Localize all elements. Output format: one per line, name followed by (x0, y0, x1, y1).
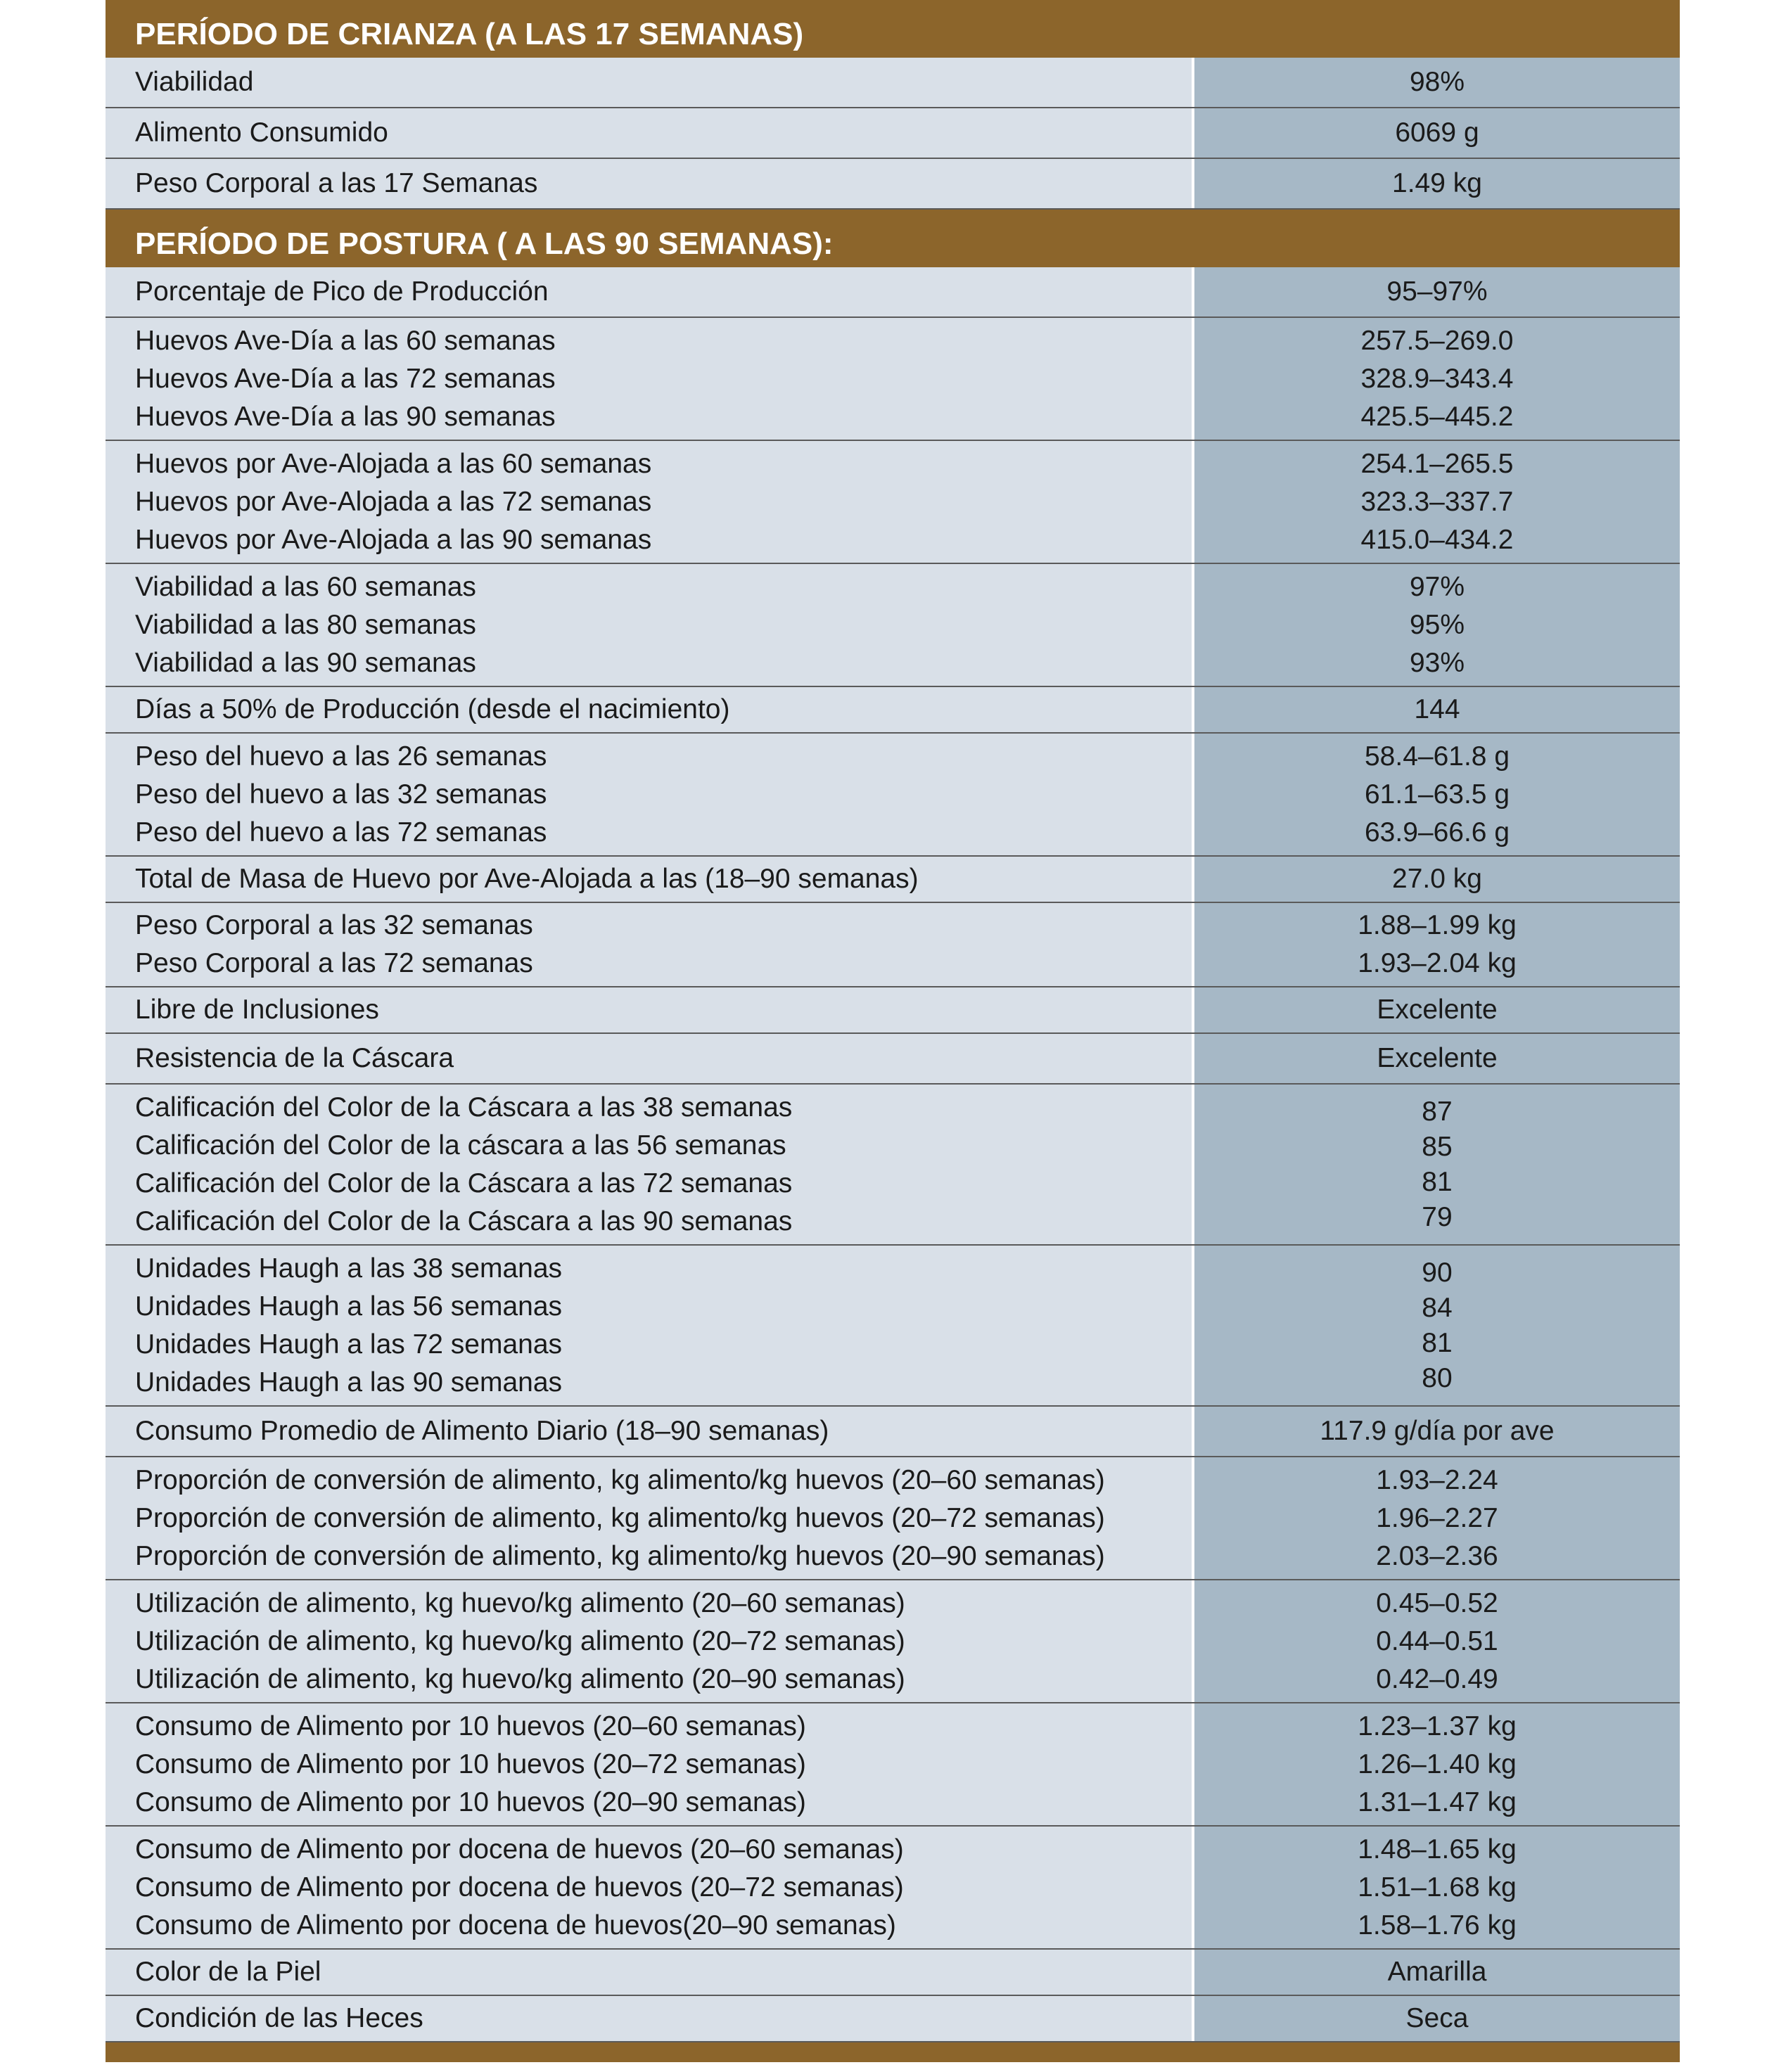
row-label-cell (106, 1246, 1192, 1407)
row-value-cell (1194, 564, 1680, 687)
row-value-cell (1194, 857, 1680, 903)
row-value: 1.93–2.24 (1376, 1464, 1498, 1495)
row-value: 93% (1409, 647, 1465, 678)
row-label: Libre de Inclusiones (135, 995, 379, 1025)
row-label: Huevos por Ave-Alojada a las 72 semanas (135, 486, 652, 517)
row-value: 58.4–61.8 g (1364, 741, 1510, 772)
row-value: 1.48–1.65 kg (1358, 1834, 1517, 1865)
row-label: Consumo de Alimento por docena de huevos (20–72 semanas) (135, 1872, 904, 1902)
row-label: Total de Masa de Huevo por Ave-Alojada a las (18–90 semanas) (135, 864, 919, 894)
row-value: Excelente (1377, 1043, 1498, 1073)
row-value: Amarilla (1387, 1957, 1487, 1987)
row-value-cell (1194, 1703, 1680, 1827)
row-label: Alimento Consumido (135, 117, 388, 148)
row-value: 63.9–66.6 g (1364, 817, 1510, 848)
row-label: Utilización de alimento, kg huevo/kg alimento (20–72 semanas) (135, 1625, 905, 1656)
row-value-cell (1194, 1246, 1680, 1407)
row-value: 425.5–445.2 (1360, 401, 1514, 432)
row-label: Color de la Piel (135, 1957, 321, 1987)
row-label: Calificación del Color de la cáscara a las 56 semanas (135, 1130, 786, 1160)
row-value: 1.51–1.68 kg (1358, 1872, 1517, 1902)
row-label-cell (106, 1703, 1192, 1827)
row-value: 95–97% (1386, 276, 1488, 307)
row-label: Porcentaje de Pico de Producción (135, 276, 549, 307)
row-label: Peso Corporal a las 32 semanas (135, 910, 533, 940)
row-label: Huevos Ave-Día a las 72 semanas (135, 363, 556, 394)
row-value: 87 (1422, 1096, 1453, 1127)
row-label: Proporción de conversión de alimento, kg alimento/kg huevos (20–60 semanas) (135, 1464, 1105, 1495)
row-label: Utilización de alimento, kg huevo/kg alimento (20–60 semanas) (135, 1587, 905, 1618)
row-value: 27.0 kg (1392, 864, 1482, 894)
row-label: Utilización de alimento, kg huevo/kg alimento (20–90 semanas) (135, 1663, 905, 1694)
row-label-cell (106, 267, 1192, 318)
row-value: Excelente (1377, 995, 1498, 1025)
row-label: Huevos Ave-Día a las 90 semanas (135, 401, 556, 432)
row-value-cell (1194, 1827, 1680, 1950)
row-value-cell (1194, 1457, 1680, 1580)
row-value: 90 (1422, 1257, 1453, 1288)
row-label: Viabilidad (135, 67, 254, 97)
row-value-cell (1194, 267, 1680, 318)
row-value-cell (1194, 1034, 1680, 1085)
row-value: 257.5–269.0 (1360, 325, 1514, 356)
row-label: Viabilidad a las 90 semanas (135, 647, 476, 678)
row-value: 1.93–2.04 kg (1358, 948, 1517, 978)
row-label-cell (106, 441, 1192, 564)
row-value: 117.9 g/día por ave (1320, 1416, 1555, 1446)
row-value: 80 (1422, 1362, 1453, 1393)
row-value-cell (1194, 1580, 1680, 1703)
row-label-cell (106, 1407, 1192, 1457)
row-label-cell (106, 734, 1192, 857)
row-value: 2.03–2.36 (1376, 1540, 1498, 1571)
row-label-cell (106, 564, 1192, 687)
row-value: 79 (1422, 1201, 1453, 1232)
row-label-cell (106, 1580, 1192, 1703)
row-label-cell (106, 58, 1192, 108)
row-value: 144 (1414, 694, 1460, 724)
row-label: Proporción de conversión de alimento, kg alimento/kg huevos (20–72 semanas) (135, 1502, 1105, 1533)
row-label: Días a 50% de Producción (desde el nacimiento) (135, 694, 730, 724)
row-label: Calificación del Color de la Cáscara a las 38 semanas (135, 1092, 793, 1123)
row-label: Huevos por Ave-Alojada a las 60 semanas (135, 448, 652, 479)
row-label: Consumo de Alimento por docena de huevos(20–90 semanas) (135, 1910, 896, 1940)
row-value-cell (1194, 1996, 1680, 2042)
row-value: 328.9–343.4 (1360, 363, 1514, 394)
row-value-cell (1194, 1407, 1680, 1457)
row-value: 98% (1409, 67, 1465, 97)
row-label: Consumo de Alimento por 10 huevos (20–60 semanas) (135, 1710, 806, 1741)
row-label: Unidades Haugh a las 72 semanas (135, 1329, 563, 1360)
row-value-cell (1194, 734, 1680, 857)
row-value: 1.31–1.47 kg (1358, 1786, 1517, 1817)
row-value: 6069 g (1395, 117, 1479, 148)
row-label: Huevos Ave-Día a las 60 semanas (135, 325, 556, 356)
row-value: 97% (1409, 571, 1465, 602)
row-label: Condición de las Heces (135, 2003, 423, 2033)
row-value: 1.26–1.40 kg (1358, 1748, 1517, 1779)
row-label-cell (106, 857, 1192, 903)
row-value-cell (1194, 1950, 1680, 1996)
row-value: 1.58–1.76 kg (1358, 1910, 1517, 1940)
row-label: Huevos por Ave-Alojada a las 90 semanas (135, 524, 652, 555)
footer-bar (106, 2042, 1680, 2062)
row-label: Unidades Haugh a las 38 semanas (135, 1253, 563, 1284)
row-label-cell (106, 318, 1192, 441)
row-value: 81 (1422, 1327, 1453, 1358)
row-value-cell (1194, 1085, 1680, 1246)
row-value-cell (1194, 687, 1680, 734)
row-label: Viabilidad a las 60 semanas (135, 571, 476, 602)
row-value: 85 (1422, 1131, 1453, 1162)
row-value-cell (1194, 159, 1680, 210)
row-label: Peso del huevo a las 72 semanas (135, 817, 547, 848)
row-value: 1.23–1.37 kg (1358, 1710, 1517, 1741)
row-value-cell (1194, 58, 1680, 108)
row-label-cell (106, 1034, 1192, 1085)
row-label: Peso del huevo a las 32 semanas (135, 779, 547, 810)
row-label-cell (106, 159, 1192, 210)
row-label-cell (106, 1827, 1192, 1950)
row-value: 0.44–0.51 (1376, 1625, 1498, 1656)
row-label: Viabilidad a las 80 semanas (135, 609, 476, 640)
row-label: Calificación del Color de la Cáscara a las 90 semanas (135, 1206, 793, 1236)
row-value: 0.45–0.52 (1376, 1587, 1498, 1618)
row-label: Calificación del Color de la Cáscara a las 72 semanas (135, 1168, 793, 1198)
section-header: PERÍODO DE CRIANZA (A LAS 17 SEMANAS) (106, 0, 1680, 58)
row-value: 81 (1422, 1166, 1453, 1197)
row-label-cell (106, 1996, 1192, 2042)
row-value-cell (1194, 318, 1680, 441)
row-label-cell (106, 108, 1192, 159)
row-label: Proporción de conversión de alimento, kg alimento/kg huevos (20–90 semanas) (135, 1540, 1105, 1571)
row-label: Peso Corporal a las 17 Semanas (135, 168, 538, 198)
row-label: Unidades Haugh a las 56 semanas (135, 1291, 563, 1322)
row-value: 61.1–63.5 g (1364, 779, 1510, 810)
row-value: 323.3–337.7 (1360, 486, 1514, 517)
row-label-cell (106, 903, 1192, 987)
row-label: Consumo de Alimento por docena de huevos (20–60 semanas) (135, 1834, 904, 1865)
row-label-cell (106, 987, 1192, 1034)
row-value-cell (1194, 441, 1680, 564)
row-value: 84 (1422, 1292, 1453, 1323)
section-header: PERÍODO DE POSTURA ( A LAS 90 SEMANAS): (106, 210, 1680, 267)
row-label: Unidades Haugh a las 90 semanas (135, 1367, 563, 1398)
row-label-cell (106, 1950, 1192, 1996)
row-value-cell (1194, 987, 1680, 1034)
row-value: Seca (1405, 2003, 1469, 2033)
row-label: Resistencia de la Cáscara (135, 1043, 454, 1073)
row-label: Consumo de Alimento por 10 huevos (20–90 semanas) (135, 1786, 806, 1817)
row-label: Peso del huevo a las 26 semanas (135, 741, 547, 772)
row-label: Consumo de Alimento por 10 huevos (20–72 semanas) (135, 1748, 806, 1779)
row-label: Peso Corporal a las 72 semanas (135, 948, 533, 978)
row-label-cell (106, 687, 1192, 734)
row-value: 0.42–0.49 (1376, 1663, 1498, 1694)
row-label-cell (106, 1457, 1192, 1580)
row-label: Consumo Promedio de Alimento Diario (18–90 semanas) (135, 1416, 829, 1446)
row-value: 1.88–1.99 kg (1358, 910, 1517, 940)
row-value: 254.1–265.5 (1360, 448, 1514, 479)
performance-table (106, 0, 1680, 2062)
row-value-cell (1194, 903, 1680, 987)
row-label-cell (106, 1085, 1192, 1246)
row-value: 415.0–434.2 (1360, 524, 1514, 555)
row-value: 1.96–2.27 (1376, 1502, 1498, 1533)
row-value: 95% (1409, 609, 1465, 640)
row-value-cell (1194, 108, 1680, 159)
row-value: 1.49 kg (1392, 168, 1482, 198)
